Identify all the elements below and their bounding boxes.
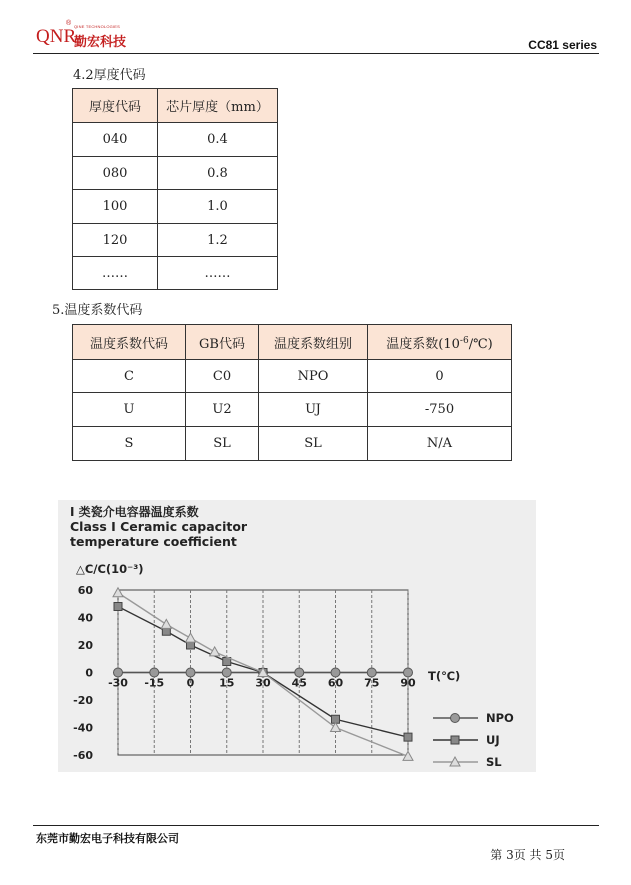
data-point-sl	[161, 619, 171, 628]
table-cell: U	[73, 393, 186, 427]
footer-company: 东莞市勤宏电子科技有限公司	[36, 832, 179, 845]
table-row	[73, 257, 278, 290]
table-cell: -750	[368, 393, 512, 427]
table-cell: S	[73, 427, 186, 461]
chart-svg	[58, 500, 536, 772]
unit-open: (10	[438, 336, 460, 352]
data-point-sl	[403, 751, 413, 760]
table-row	[73, 123, 278, 157]
table-cell: SL	[259, 427, 368, 461]
table-cell: 1.2	[158, 224, 278, 257]
thickness-table	[72, 88, 278, 290]
y-tick-label: 60	[77, 584, 93, 597]
chart-title-cn: I 类瓷介电容器温度系数	[70, 505, 199, 519]
data-point-uj	[404, 733, 412, 741]
table-cell: UJ	[259, 393, 368, 427]
table-row	[73, 157, 278, 190]
table-cell: 0.8	[158, 157, 278, 190]
chart-ylabel: △C/C(10⁻³)	[76, 562, 144, 576]
unit-close: /℃)	[468, 336, 493, 352]
footer-divider	[33, 825, 599, 826]
table-cell: 120	[73, 224, 158, 257]
temp-table	[72, 324, 512, 461]
data-point-sl	[210, 647, 220, 656]
y-tick-label: 40	[77, 611, 93, 625]
temperature-coefficient-chart	[58, 500, 536, 772]
chart-title-en-1: Class I Ceramic capacitor	[70, 519, 248, 534]
table-row	[73, 190, 278, 224]
legend-marker-npo	[451, 714, 460, 723]
table-row	[73, 360, 512, 393]
table-cell: ……	[73, 257, 158, 290]
data-point-npo	[222, 668, 231, 677]
logo-registered-mark: ®	[66, 20, 72, 27]
x-tick-label: 45	[291, 676, 307, 690]
logo-text: QNR	[36, 26, 77, 47]
x-tick-label: 30	[255, 676, 271, 690]
legend-label-sl: SL	[486, 755, 502, 769]
chart-title-en-2: temperature coefficient	[70, 534, 237, 549]
page-number: 第 3页 共 5页	[490, 848, 565, 862]
x-tick-label: 90	[400, 676, 416, 690]
y-tick-label: 20	[77, 639, 93, 652]
temp-header-code: 温度系数代码	[73, 325, 186, 360]
temp-header-coef-unit	[438, 337, 492, 352]
table-cell: ……	[158, 257, 278, 290]
table-cell: NPO	[259, 360, 368, 393]
table-cell: C	[73, 360, 186, 393]
x-tick-label: 0	[186, 676, 195, 690]
table-cell: 040	[73, 123, 158, 157]
table-cell: 100	[73, 190, 158, 224]
y-tick-label: -20	[73, 694, 93, 707]
data-point-npo	[186, 668, 195, 677]
y-tick-label: -60	[73, 749, 93, 762]
table-cell: 0.4	[158, 123, 278, 157]
data-point-npo	[367, 668, 376, 677]
temp-header-coef-label: 温度系数	[386, 336, 439, 352]
data-point-sl	[331, 723, 341, 732]
table-cell: SL	[186, 427, 259, 461]
temp-header-gb: GB代码	[186, 325, 259, 360]
y-tick-label: -40	[73, 721, 93, 735]
y-tick-label: 0	[85, 666, 93, 680]
data-point-sl	[113, 588, 123, 597]
temp-heading: 5.温度系数代码	[52, 303, 143, 318]
data-point-npo	[114, 668, 123, 677]
thickness-header-chip: 芯片厚度（mm）	[158, 89, 278, 123]
table-cell: 0	[368, 360, 512, 393]
table-cell: N/A	[368, 427, 512, 461]
logo-company-short: 勤宏科技	[74, 35, 127, 50]
table-cell: U2	[186, 393, 259, 427]
temp-header-coef	[368, 325, 512, 360]
data-point-sl	[186, 633, 196, 642]
data-point-npo	[331, 668, 340, 677]
series-label: CC81 series	[528, 38, 597, 52]
temp-header-group: 温度系数组别	[259, 325, 368, 360]
table-cell: 080	[73, 157, 158, 190]
x-tick-label: -15	[144, 676, 165, 690]
data-point-npo	[404, 668, 413, 677]
legend-marker-uj	[451, 736, 459, 744]
legend-label-uj: UJ	[486, 733, 500, 747]
logo-subtitle: QINE TECHNOLOGIES	[74, 24, 121, 29]
legend-label-npo: NPO	[486, 711, 514, 725]
thickness-header-code: 厚度代码	[73, 89, 158, 123]
table-row	[73, 224, 278, 257]
thickness-heading: 4.2厚度代码	[73, 68, 146, 83]
x-tick-label: 75	[364, 676, 380, 690]
table-cell: C0	[186, 360, 259, 393]
x-tick-label: 15	[219, 676, 235, 690]
table-row	[73, 427, 512, 461]
table-cell: 1.0	[158, 190, 278, 224]
chart-xlabel: T(℃)	[428, 669, 461, 683]
x-tick-label: -30	[108, 676, 128, 690]
x-tick-label: 60	[327, 676, 344, 690]
table-row	[73, 393, 512, 427]
header-divider	[33, 53, 599, 54]
unit-exponent: -6	[459, 335, 469, 346]
data-point-npo	[295, 668, 304, 677]
data-point-npo	[150, 668, 159, 677]
data-point-uj	[114, 603, 122, 611]
